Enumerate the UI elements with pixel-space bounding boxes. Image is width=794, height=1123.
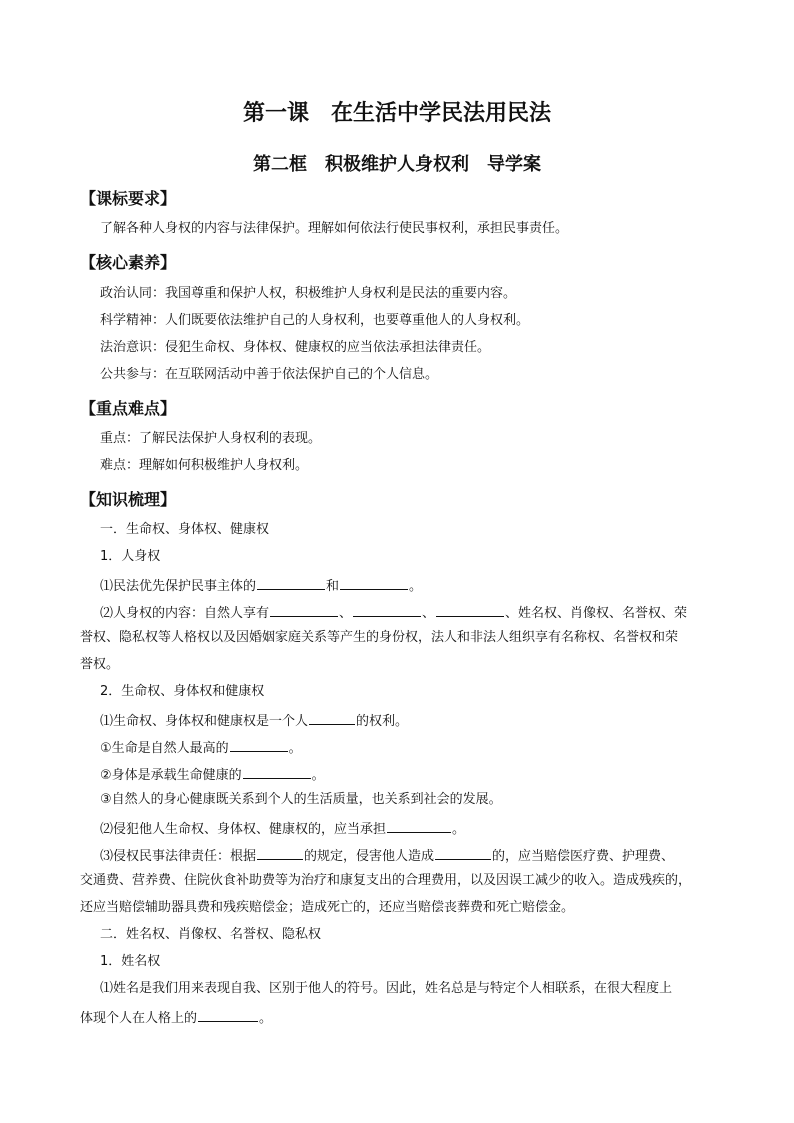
- fill-blank[interactable]: [257, 575, 325, 590]
- fill-blank[interactable]: [387, 818, 451, 833]
- knowledge-line: [100, 575, 422, 596]
- knowledge-line: ⑴姓名是我们用来表现自我、区别于他人的符号。因此，姓名总是与特定个人相联系，在很大程度上: [100, 981, 673, 996]
- section-heading-zhongdian: 【重点难点】: [80, 399, 177, 418]
- fill-blank[interactable]: [198, 1007, 258, 1022]
- knowledge-line: [80, 1007, 272, 1028]
- text-segment: 。: [409, 579, 423, 594]
- text-segment: ⑴民法优先保护民事主体的: [100, 579, 257, 594]
- text-segment: 、: [339, 606, 353, 621]
- knowledge-line: 誉权。: [80, 657, 120, 672]
- lesson-title: 第一课 在生活中学民法用民法: [242, 100, 551, 126]
- fill-blank[interactable]: [270, 602, 338, 617]
- text-segment: 体现个人在人格上的: [80, 1011, 198, 1026]
- fill-blank[interactable]: [353, 602, 421, 617]
- knowledge-line: [100, 764, 325, 785]
- knowledge-subheading: 1．人身权: [100, 549, 161, 564]
- fill-blank[interactable]: [257, 845, 303, 860]
- text-segment: ①生命是自然人最高的: [100, 741, 229, 756]
- knowledge-line: 还应当赔偿辅助器具费和残疾赔偿金；造成死亡的，还应当赔偿丧葬费和死亡赔偿金。: [80, 900, 575, 915]
- hexin-line: 科学精神：人们既要依法维护自己的人身权利，也要尊重他人的人身权利。: [100, 313, 530, 328]
- text-segment: ②身体是承载生命健康的: [100, 768, 242, 783]
- lesson-subtitle: 第二框 积极维护人身权利 导学案: [253, 154, 541, 175]
- knowledge-heading-2: 二．姓名权、肖像权、名誉权、隐私权: [100, 927, 322, 942]
- knowledge-line: [100, 602, 687, 623]
- text-segment: 、: [422, 606, 436, 621]
- text-segment: 的规定，侵害他人造成: [304, 849, 435, 864]
- knowledge-line: 交通费、营养费、住院伙食补助费等为治疗和康复支出的合理费用，以及因误工减少的收入。造成残疾的，: [80, 873, 692, 888]
- text-segment: ⑵侵犯他人生命权、身体权、健康权的，应当承担: [100, 822, 387, 837]
- text-segment: 。: [311, 768, 325, 783]
- knowledge-line: 誉权、隐私权等人格权以及因婚姻家庭关系等产生的身份权，法人和非法人组织享有名称权、名誉权和荣: [80, 630, 679, 645]
- hexin-line: 公共参与：在互联网活动中善于依法保护自己的个人信息。: [100, 367, 439, 382]
- section-heading-hexin: 【核心素养】: [80, 253, 177, 272]
- text-segment: ⑶侵权民事法律责任：根据: [100, 849, 257, 864]
- fill-blank[interactable]: [340, 575, 408, 590]
- section-heading-zhishi: 【知识梳理】: [80, 490, 177, 509]
- knowledge-subheading: 2．生命权、身体权和健康权: [100, 684, 265, 699]
- text-segment: ⑴生命权、身体权和健康权是一个人: [100, 714, 309, 729]
- text-segment: 和: [326, 579, 340, 594]
- fill-blank[interactable]: [309, 710, 355, 725]
- knowledge-line: [100, 710, 408, 731]
- text-segment: 的，应当赔偿医疗费、护理费、: [492, 849, 675, 864]
- kebiao-text: 了解各种人身权的内容与法律保护。理解如何依法行使民事权利，承担民事责任。: [100, 221, 569, 236]
- text-segment: 的权利。: [356, 714, 409, 729]
- knowledge-heading-1: 一．生命权、身体权、健康权: [100, 522, 270, 537]
- knowledge-line: [100, 818, 465, 839]
- knowledge-line: ③自然人的身心健康既关系到个人的生活质量，也关系到社会的发展。: [100, 792, 502, 807]
- fill-blank[interactable]: [230, 737, 288, 752]
- text-segment: 。: [259, 1011, 273, 1026]
- text-segment: ⑵人身权的内容：自然人享有: [100, 606, 270, 621]
- text-segment: 、姓名权、肖像权、名誉权、荣: [505, 606, 688, 621]
- fill-blank[interactable]: [243, 764, 311, 779]
- section-heading-kebiao: 【课标要求】: [80, 189, 177, 208]
- fill-blank[interactable]: [435, 845, 491, 860]
- zhongdian-line: 重点：了解民法保护人身权利的表现。: [100, 431, 322, 446]
- fill-blank[interactable]: [436, 602, 504, 617]
- knowledge-line: [100, 737, 302, 758]
- knowledge-line: [100, 845, 674, 866]
- zhongdian-line: 难点：理解如何积极维护人身权利。: [100, 458, 309, 473]
- knowledge-subheading: 1．姓名权: [100, 954, 161, 969]
- hexin-line: 政治认同：我国尊重和保护人权，积极维护人身权利是民法的重要内容。: [100, 286, 517, 301]
- hexin-line: 法治意识：侵犯生命权、身体权、健康权的应当依法承担法律责任。: [100, 340, 491, 355]
- text-segment: 。: [288, 741, 302, 756]
- text-segment: 。: [452, 822, 466, 837]
